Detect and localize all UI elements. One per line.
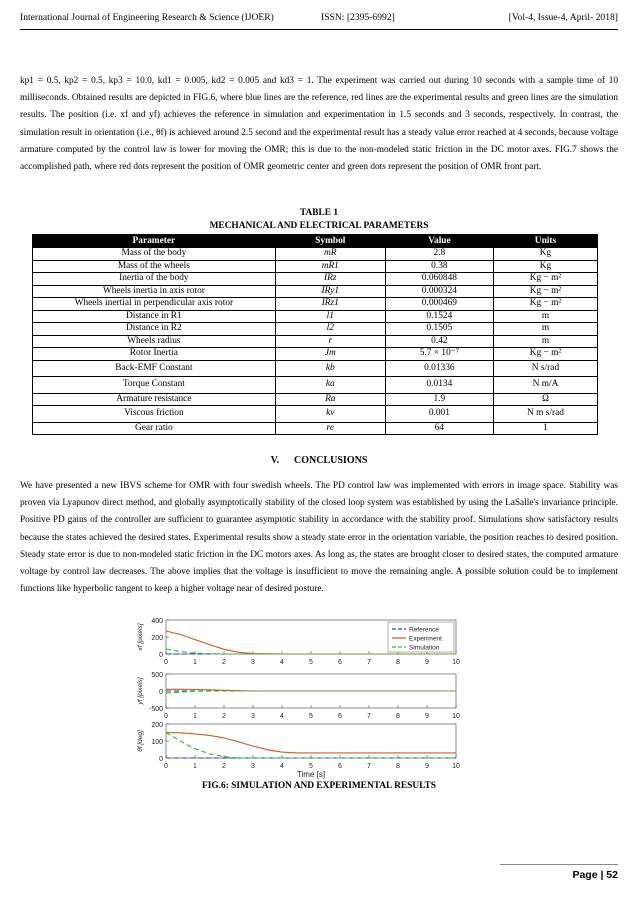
x-tick-label: 4 — [280, 763, 284, 770]
units-cell: Kg — [493, 248, 597, 261]
x-tick-label: 2 — [222, 659, 226, 666]
symbol-cell: l1 — [275, 310, 385, 323]
parameter-cell: Wheels inertial in perpendicular axis rotor — [33, 298, 276, 311]
x-tick-label: 1 — [193, 763, 197, 770]
parameter-cell: Mass of the wheels — [33, 260, 276, 273]
symbol-cell: mR — [275, 248, 385, 261]
x-tick-label: 4 — [280, 659, 284, 666]
value-cell: 0.000469 — [385, 298, 493, 311]
units-cell: 1 — [493, 422, 597, 435]
issn: ISSN: [2395-6992] — [321, 12, 395, 23]
units-cell: m — [493, 310, 597, 323]
symbol-cell: Jm — [275, 348, 385, 361]
value-cell: 5.7 × 10⁻⁷ — [385, 348, 493, 361]
table-row — [33, 422, 598, 435]
intro-paragraph — [20, 73, 618, 176]
value-cell: 0.060848 — [385, 273, 493, 286]
header-units: Units — [493, 235, 597, 248]
value-cell: 1.9 — [385, 393, 493, 406]
value-cell: 0.1524 — [385, 310, 493, 323]
units-cell: m — [493, 335, 597, 348]
parameter-cell: Wheels radius — [33, 335, 276, 348]
figure — [130, 614, 470, 785]
symbol-cell: kv — [275, 406, 385, 423]
x-tick-label: 7 — [367, 713, 371, 720]
symbol-cell: r — [275, 335, 385, 348]
y-tick-label: 0 — [159, 756, 163, 763]
symbol-cell: IRz1 — [275, 298, 385, 311]
table-row — [33, 360, 598, 377]
x-tick-label: 5 — [309, 659, 313, 666]
x-tick-label: 1 — [193, 713, 197, 720]
parameter-cell: Distance in R2 — [33, 323, 276, 336]
y-tick-label: 200 — [151, 722, 163, 729]
value-cell: 0.38 — [385, 260, 493, 273]
y-tick-label: 0 — [159, 689, 163, 696]
header-parameter: Parameter — [33, 235, 276, 248]
table-row — [33, 348, 598, 361]
symbol-cell: Ra — [275, 393, 385, 406]
table-header-row — [33, 235, 598, 248]
symbol-cell: mR1 — [275, 260, 385, 273]
y-tick-label: 0 — [159, 652, 163, 659]
units-cell: Kg − m² — [493, 348, 597, 361]
parameter-cell: Inertia of the body — [33, 273, 276, 286]
table-row — [33, 393, 598, 406]
x-tick-label: 0 — [164, 763, 168, 770]
x-tick-label: 8 — [396, 713, 400, 720]
y-tick-label: -500 — [148, 706, 163, 713]
units-cell: Kg — [493, 260, 597, 273]
header-value: Value — [385, 235, 493, 248]
table-row — [33, 248, 598, 261]
x-tick-label: 9 — [425, 659, 429, 666]
page-number: Page | 52 — [572, 869, 618, 881]
y-axis-label: xf [pixels] — [137, 623, 144, 651]
y-axis-label: θf [deg] — [137, 730, 144, 752]
footer-divider — [500, 864, 618, 865]
value-cell: 64 — [385, 422, 493, 435]
units-cell: N m s/rad — [493, 406, 597, 423]
table-row — [33, 298, 598, 311]
x-tick-label: 7 — [367, 763, 371, 770]
x-tick-label: 6 — [338, 659, 342, 666]
symbol-cell: ka — [275, 377, 385, 394]
value-cell: 0.01336 — [385, 360, 493, 377]
parameter-cell: Back-EMF Constant — [33, 360, 276, 377]
x-tick-label: 8 — [396, 763, 400, 770]
x-tick-label: 0 — [164, 713, 168, 720]
conclusions-paragraph-text: We have presented a new IBVS scheme for OMR with four swedish wheels. The PD control law was implemented with errors in image space. Stability was proven via Lyapunov direct method, and globally asymptotically stability of the closed loop system was established by using the LaSalle's invariance principle. Positive PD gains of the controller are sufficient to guarantee asymptotic stability in accordance with the stability proof. Simulations show satisfactory results because the states achieved the desired states. Experimental results show a steady state error in the orientation variable, the position reaches to desired position. Steady state error is due to non-modeled static friction in the DC motors axes. As long as, the states are brought closer to desired states, the computed armature voltage by control law decreases. The above implies that the voltage is insufficient to move the remaining angle. A possible solution could be to implement functions like hyperbolic tangent to keep a higher voltage near of desired posture. — [20, 481, 618, 595]
x-tick-label: 2 — [222, 763, 226, 770]
conclusions-paragraph — [20, 478, 618, 598]
header-symbol: Symbol — [275, 235, 385, 248]
units-cell: m — [493, 323, 597, 336]
table-row — [33, 377, 598, 394]
x-tick-label: 7 — [367, 659, 371, 666]
x-tick-label: 5 — [309, 763, 313, 770]
table-row — [33, 406, 598, 423]
parameter-cell: Armature resistance — [33, 393, 276, 406]
parameter-cell: Mass of the body — [33, 248, 276, 261]
header-divider — [20, 29, 618, 30]
x-tick-label: 2 — [222, 713, 226, 720]
legend-label: Simulation — [409, 644, 440, 652]
units-cell: Kg − m² — [493, 285, 597, 298]
units-cell: Ω — [493, 393, 597, 406]
units-cell: Kg − m² — [493, 298, 597, 311]
x-tick-label: 10 — [452, 659, 460, 666]
value-cell: 0.0134 — [385, 377, 493, 394]
parameter-cell: Gear ratio — [33, 422, 276, 435]
volume-info: [Vol-4, Issue-4, April- 2018] — [508, 12, 618, 23]
x-tick-label: 3 — [251, 659, 255, 666]
parameter-cell: Distance in R1 — [33, 310, 276, 323]
x-tick-label: 9 — [425, 763, 429, 770]
journal-name: International Journal of Engineering Research & Science (IJOER) — [20, 12, 274, 23]
value-cell: 0.000324 — [385, 285, 493, 298]
x-tick-label: 6 — [338, 763, 342, 770]
symbol-cell: IRy1 — [275, 285, 385, 298]
symbol-cell: re — [275, 422, 385, 435]
value-cell: 2.8 — [385, 248, 493, 261]
table-number: TABLE 1 — [299, 208, 339, 218]
parameter-cell: Viscous friction — [33, 406, 276, 423]
x-tick-label: 10 — [452, 713, 460, 720]
table-title: MECHANICAL AND ELECTRICAL PARAMETERS — [209, 221, 429, 231]
y-tick-label: 200 — [151, 635, 163, 642]
section-title: CONCLUSIONS — [294, 455, 368, 466]
table-row — [33, 335, 598, 348]
page-header — [20, 12, 618, 26]
value-cell: 0.1505 — [385, 323, 493, 336]
figure-caption: FIG.6: SIMULATION AND EXPERIMENTAL RESULTS — [202, 781, 436, 791]
table-row — [33, 273, 598, 286]
x-tick-label: 8 — [396, 659, 400, 666]
table-row — [33, 310, 598, 323]
x-tick-label: 9 — [425, 713, 429, 720]
parameter-cell: Rotor Inertia — [33, 348, 276, 361]
parameters-table — [32, 234, 598, 435]
units-cell: Kg − m² — [493, 273, 597, 286]
x-tick-label: 6 — [338, 713, 342, 720]
table-row — [33, 323, 598, 336]
y-tick-label: 500 — [151, 672, 163, 679]
legend-label: Experiment — [409, 635, 442, 643]
units-cell: N s/rad — [493, 360, 597, 377]
table-row — [33, 260, 598, 273]
section-number: V. — [270, 455, 280, 466]
x-tick-label: 1 — [193, 659, 197, 666]
y-tick-label: 100 — [151, 739, 163, 746]
x-tick-label: 3 — [251, 713, 255, 720]
y-tick-label: 400 — [151, 618, 163, 625]
table-body — [33, 248, 598, 435]
parameter-cell: Wheels inertia in axis rotor — [33, 285, 276, 298]
y-axis-label: yf [pixels] — [137, 677, 144, 705]
value-cell: 0.42 — [385, 335, 493, 348]
table-row — [33, 285, 598, 298]
parameter-cell: Torque Constant — [33, 377, 276, 394]
symbol-cell: l2 — [275, 323, 385, 336]
x-tick-label: 10 — [452, 763, 460, 770]
symbol-cell: kb — [275, 360, 385, 377]
symbol-cell: IRz — [275, 273, 385, 286]
legend-label: Reference — [409, 626, 439, 634]
x-tick-label: 4 — [280, 713, 284, 720]
section-heading — [0, 455, 638, 466]
units-cell: N m/A — [493, 377, 597, 394]
value-cell: 0.001 — [385, 406, 493, 423]
x-tick-label: 5 — [309, 713, 313, 720]
x-axis-label: Time [s] — [296, 770, 326, 779]
x-tick-label: 0 — [164, 659, 168, 666]
results-chart — [130, 614, 470, 780]
x-tick-label: 3 — [251, 763, 255, 770]
intro-paragraph-text: kp1 = 0.5, kp2 = 0.5, kp3 = 10.0, kd1 = 0.005, kd2 = 0.005 and kd3 = 1. The experiment was carried out during 10 seconds with a sample time of 10 milliseconds. Obtained results are depicted in FIG.6, where blue lines are the reference, red lines are the experimental results and green lines are the simulation results. The position (i.e. xf and yf) achieves the reference in simulation and experimentation in 1.5 seconds and 3 seconds, respectively. In contrast, the simulation result in orientation (i.e., θf) is achieved around 2.5 second and the experimental result has a steady value error reached at 4 seconds, because voltage armature computed by the control law is lower for moving the OMR; this is due to the non-modeled static friction in the DC motor axes. FIG.7 shows the accomplished path, where red dots represent the position of OMR geometric center and green dots represent the position of OMR front part. — [20, 76, 618, 173]
